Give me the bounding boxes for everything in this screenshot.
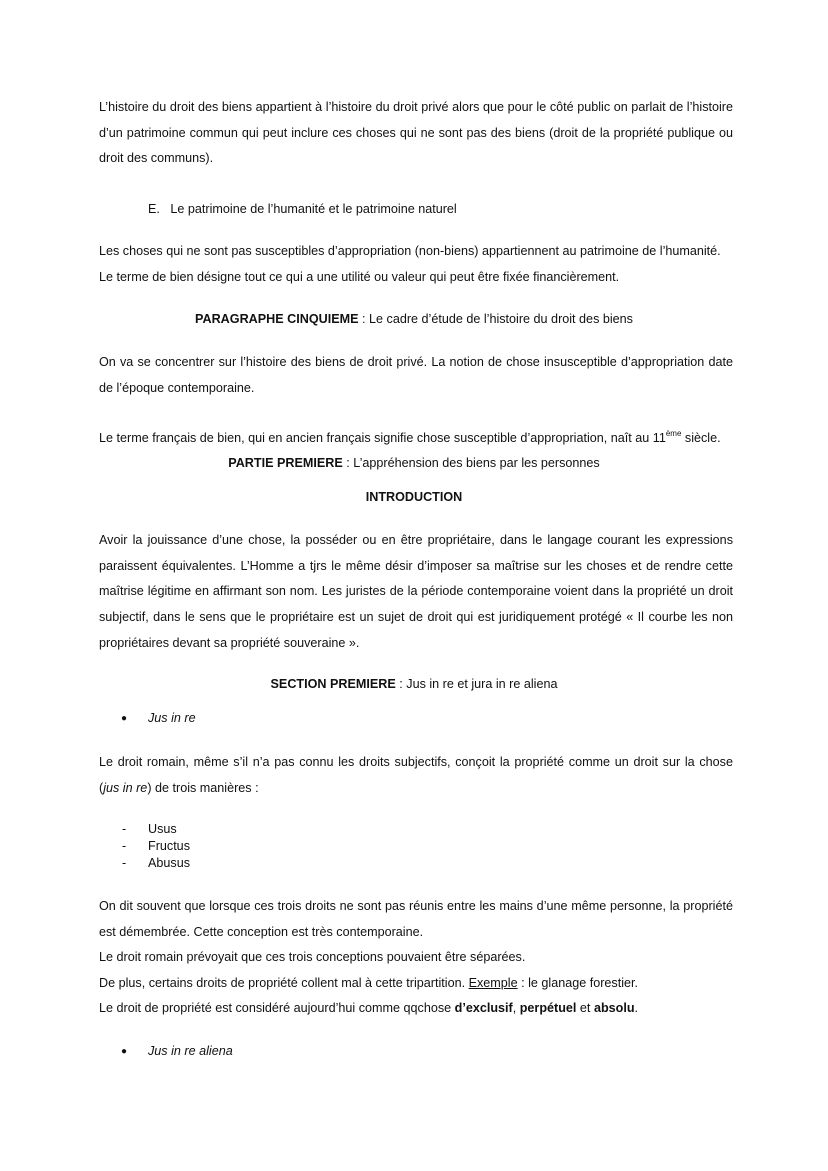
droit-romain-italic: jus in re <box>103 780 148 795</box>
heading-paragraphe-cinquieme-rest: : Le cadre d’étude de l’histoire du droit des biens <box>358 312 633 326</box>
heading-introduction <box>0 490 828 504</box>
paragraph-terme-bien: Le terme de bien désigne tout ce qui a une utilité ou valeur qui peut être fixée financièrement. <box>99 270 620 284</box>
paragraph-demembree: On dit souvent que lorsque ces trois droits ne sont pas réunis entre les mains d’une même personne, la propriété est démembrée. Cette conception est très contemporaine. <box>99 899 733 939</box>
terme-francais-tail: siècle. <box>681 431 721 445</box>
dash-marker-2: - <box>122 839 127 853</box>
tripartition-after: : le glanage forestier. <box>517 976 639 990</box>
droit-romain-before: Le droit romain, même s’il n’a pas connu les droits subjectifs, conçoit la propriété comme un droit sur la chose ( <box>99 755 733 795</box>
heading-partie-premiere-label: PARTIE PREMIERE <box>228 456 343 470</box>
tripartition-exemple: Exemple <box>468 976 518 990</box>
propriete-exclusif: d’exclusif <box>454 1001 513 1015</box>
paragraph-non-biens: Les choses qui ne sont pas susceptibles d’appropriation (non-biens) appartiennent au patrimoine de l’humanité. <box>99 244 721 258</box>
list-item-fructus: Fructus <box>148 839 190 853</box>
heading-paragraphe-cinquieme-label: PARAGRAPHE CINQUIEME <box>195 312 359 326</box>
bullet-jus-in-re-marker: ● <box>121 713 128 724</box>
propriete-end: . <box>634 1001 639 1015</box>
heading-e-title: Le patrimoine de l’humanité et le patrimoine naturel <box>170 202 457 216</box>
paragraph-terme-francais <box>99 430 721 447</box>
bullet-jus-in-re-aliena-marker: ● <box>121 1046 128 1057</box>
paragraph-droit-biens-histoire: L’histoire du droit des biens appartient à l’histoire du droit privé alors que pour le côté public on parlait de l’histoire d’un patrimoine commun qui peut inclure ces choses qui ne sont pas des biens (droit de la propriété publique ou droit des communs). <box>99 100 733 166</box>
heading-partie-premiere-rest: : L’appréhension des biens par les personnes <box>342 456 600 470</box>
paragraph-jouissance: Avoir la jouissance d’une chose, la posséder ou en être propriétaire, dans le langage courant les expressions paraissent équivalentes. L’Homme a tjrs le même désir d’imposer sa maîtrise sur les choses et de rendre cette maîtrise légitime en affirmant son nom. Les juristes de la période contemporaine voient dans la propriété un droit subjectif, dans le sens que le propriétaire est un sujet de droit qui est juridiquement protégé « Il courbe les non propriétaires devant sa propriété souveraine ». <box>99 533 733 650</box>
propriete-sep2: et <box>576 1001 594 1015</box>
propriete-before: Le droit de propriété est considéré aujourd’hui comme qqchose <box>99 1001 455 1015</box>
tripartition-before: De plus, certains droits de propriété collent mal à cette tripartition. <box>99 976 469 990</box>
propriete-perpetuel: perpétuel <box>519 1001 577 1015</box>
list-item-abusus: Abusus <box>148 856 191 870</box>
heading-section-premiere-rest: : Jus in re et jura in re aliena <box>395 677 558 691</box>
bullet-jus-in-re-aliena <box>148 1044 233 1058</box>
list-item-usus: Usus <box>148 822 177 836</box>
heading-e <box>148 201 457 218</box>
paragraph-biens-droit-prive: On va se concentrer sur l’histoire des biens de droit privé. La notion de chose insusceptible d’appropriation date de l’époque contemporaine. <box>99 355 733 395</box>
heading-e-letter: E. <box>148 202 160 216</box>
heading-introduction-text: INTRODUCTION <box>365 490 463 504</box>
droit-romain-after: ) de trois manières : <box>147 780 259 795</box>
bullet-jus-in-re-text: Jus in re <box>148 711 196 725</box>
bullet-jus-in-re <box>148 711 196 725</box>
dash-marker-1: - <box>122 822 127 836</box>
bullet-jus-in-re-aliena-text: Jus in re aliena <box>148 1044 233 1058</box>
terme-francais-text: Le terme français de bien, qui en ancien français signifie chose susceptible d’appropriation, naît au 11 <box>99 431 666 445</box>
paragraph-droit-romain <box>99 750 733 801</box>
terme-francais-sup: ème <box>665 429 682 438</box>
propriete-absolu: absolu <box>593 1001 635 1015</box>
paragraph-droit-propriete <box>99 1000 638 1017</box>
heading-paragraphe-cinquieme <box>0 312 828 326</box>
heading-section-premiere <box>0 677 828 691</box>
paragraph-tripartition <box>99 975 638 992</box>
dash-marker-3: - <box>122 856 127 870</box>
heading-section-premiere-label: SECTION PREMIERE <box>270 677 396 691</box>
propriete-sep1: , <box>512 1001 520 1015</box>
paragraph-separees: Le droit romain prévoyait que ces trois conceptions pouvaient être séparées. <box>99 950 526 964</box>
heading-partie-premiere <box>0 456 828 470</box>
